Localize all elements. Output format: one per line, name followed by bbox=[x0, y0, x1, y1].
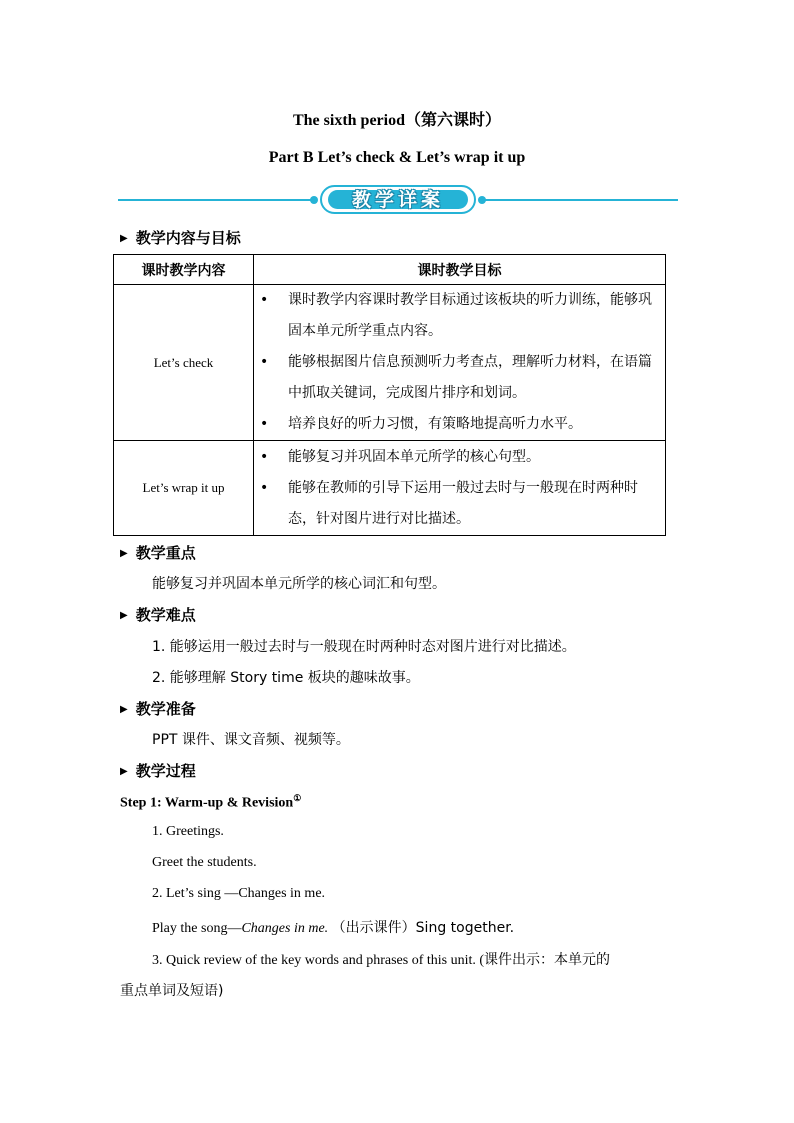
goals-table bbox=[113, 254, 666, 536]
banner-dot-left bbox=[310, 196, 318, 204]
table-row bbox=[114, 285, 666, 441]
section-heading-process: ▶ 教学过程 bbox=[120, 762, 196, 780]
table-header-goals: 课时教学目标 bbox=[254, 255, 666, 285]
step-item: 3. Quick review of the key words and phrases of this unit. (课件出示：本单元的 bbox=[152, 953, 611, 968]
table-cell-goals bbox=[254, 441, 666, 536]
goal-item: • 课时教学内容课时教学目标通过该板块的听力训练，能够巩固本单元所学重点内容。 bbox=[254, 285, 659, 347]
song-instruction: Play the song—Changes in me. （出示课件）Sing together. bbox=[152, 920, 515, 936]
step-item: Greet the students. bbox=[152, 855, 257, 870]
triangle-bullet-icon: ▶ bbox=[120, 610, 128, 621]
table-header-row bbox=[114, 255, 666, 285]
goal-item: • 能够在教师的引导下运用一般过去时与一般现在时两种时态，针对图片进行对比描述。 bbox=[254, 473, 659, 535]
banner-label: 教学详案 bbox=[351, 189, 444, 211]
goal-item: • 能够复习并巩固本单元所学的核心句型。 bbox=[254, 442, 659, 473]
page-subtitle: Part B Let’s check & Let’s wrap it up bbox=[268, 149, 526, 166]
section-banner bbox=[118, 184, 678, 216]
banner-line-right bbox=[482, 199, 678, 201]
table-cell-content: Let’s wrap it up bbox=[114, 441, 254, 536]
banner-line-left bbox=[118, 199, 314, 201]
section-heading-content-goals: ▶ 教学内容与目标 bbox=[120, 229, 241, 247]
step-item-continued: 重点单词及短语) bbox=[120, 983, 224, 999]
table-cell-goals bbox=[254, 285, 666, 441]
table-header-content: 课时教学内容 bbox=[114, 255, 254, 285]
section-heading-preparation: ▶ 教学准备 bbox=[120, 700, 196, 718]
difficulty-item: 2. 能够理解 Story time 板块的趣味故事。 bbox=[152, 670, 420, 686]
song-title: Changes in me. bbox=[241, 921, 329, 936]
preparation-text: PPT 课件、课文音频、视频等。 bbox=[152, 732, 350, 748]
triangle-bullet-icon: ▶ bbox=[120, 233, 128, 244]
footnote-mark: ① bbox=[293, 793, 302, 803]
step-heading: Step 1: Warm-up & Revision① bbox=[120, 793, 302, 811]
goal-item: • 能够根据图片信息预测听力考查点，理解听力材料，在语篇中抓取关键词，完成图片排序和划词。 bbox=[254, 347, 659, 409]
table-row bbox=[114, 441, 666, 536]
triangle-bullet-icon: ▶ bbox=[120, 704, 128, 715]
section-heading-key-points: ▶ 教学重点 bbox=[120, 544, 196, 562]
step-item: 2. Let’s sing —Changes in me. bbox=[152, 886, 326, 901]
triangle-bullet-icon: ▶ bbox=[120, 766, 128, 777]
key-points-text: 能够复习并巩固本单元所学的核心词汇和句型。 bbox=[152, 576, 446, 592]
goal-item: • 培养良好的听力习惯，有策略地提高听力水平。 bbox=[254, 409, 659, 440]
table-cell-content: Let’s check bbox=[114, 285, 254, 441]
page-title: The sixth period（第六课时） bbox=[292, 112, 502, 129]
step-item: 1. Greetings. bbox=[152, 824, 224, 839]
section-heading-difficulties: ▶ 教学难点 bbox=[120, 606, 196, 624]
triangle-bullet-icon: ▶ bbox=[120, 548, 128, 559]
difficulty-item: 1. 能够运用一般过去时与一般现在时两种时态对图片进行对比描述。 bbox=[152, 639, 576, 655]
